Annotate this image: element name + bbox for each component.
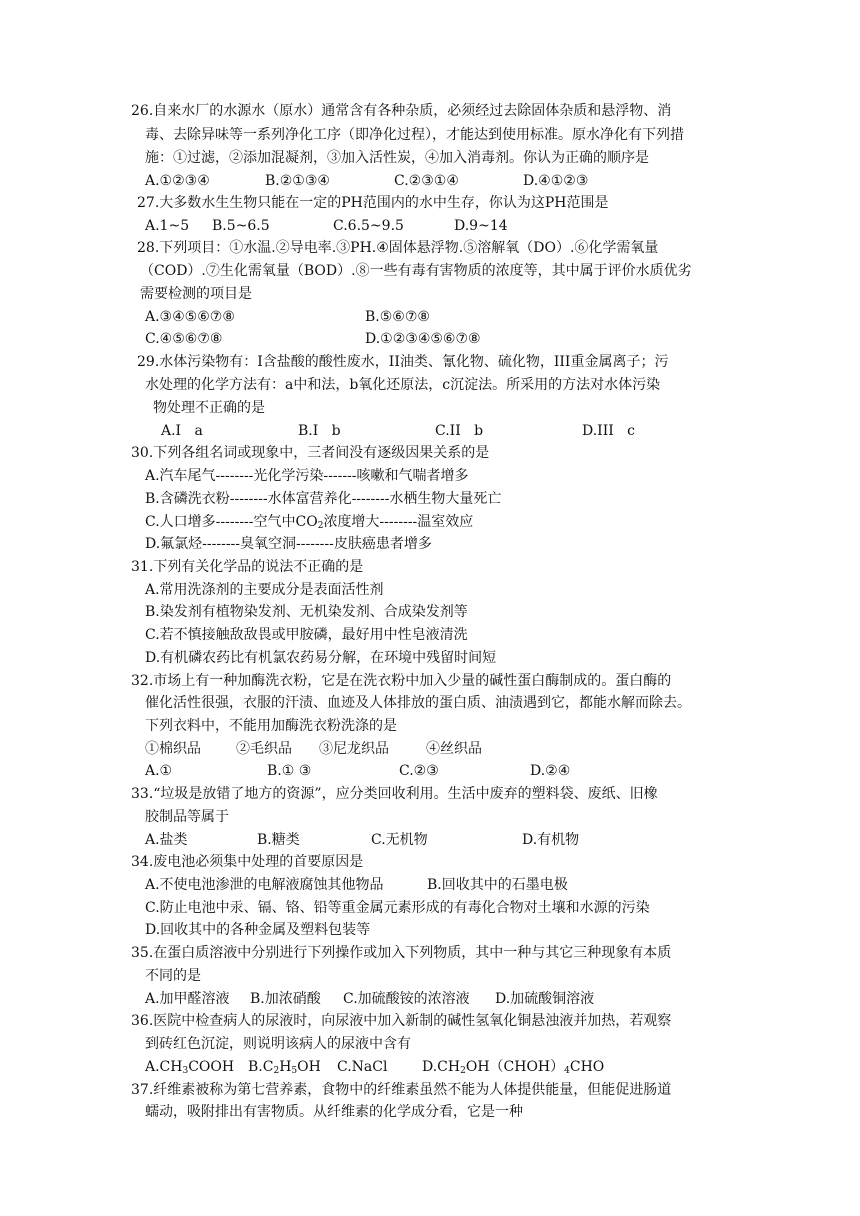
q34-option-a: A.不使电池渗泄的电解液腐蚀其他物品: [145, 877, 384, 893]
q31-option-a: A.常用洗涤剂的主要成分是表面活性剂: [145, 582, 384, 598]
q34-option-c: C.防止电池中汞、镉、铬、铅等重金属元素形成的有毒化合物对土壤和水源的污染: [145, 900, 650, 916]
q36-option-d-post: CHO: [569, 1059, 605, 1075]
q28-stem-line1: 28.下列项目：①水温.②导电率.③PH.④固体悬浮物.⑤溶解氧（DO）.⑥化学需氧量: [137, 240, 659, 256]
q36-option-d: [422, 1056, 604, 1078]
q26-option-d: D.④①②③: [523, 173, 589, 189]
q30-option-b: B.含磷洗衣粉--------水体富营养化--------水栖生物大量死亡: [145, 491, 502, 507]
q36-option-a-sub: 3: [182, 1066, 189, 1076]
q35-stem-line1: 35.在蛋白质溶液中分别进行下列操作或加入下列物质，其中一种与其它三种现象有本质: [131, 945, 672, 961]
q27-option-b: B.5~6.5: [212, 218, 270, 234]
q28-option-d: D.①②③④⑤⑥⑦⑧: [365, 331, 481, 347]
q36-option-b-post: OH: [297, 1059, 321, 1075]
q36-option-d-mid: OH（CHOH）: [465, 1059, 565, 1075]
q36-option-b: [248, 1056, 321, 1078]
q28-option-c: C.④⑤⑥⑦⑧: [145, 331, 223, 347]
q26-stem-line1: 26.自来水厂的水源水（原水）通常含有各种杂质，必须经过去除固体杂质和悬浮物、消: [131, 103, 672, 119]
q32-item-4: ④丝织品: [426, 741, 482, 757]
q33-option-a: A.盐类: [145, 832, 188, 848]
q32-option-d: D.②④: [530, 763, 571, 779]
q30-option-c-post: 浓度增大--------温室效应: [323, 514, 474, 530]
q31-option-d: D.有机磷农药比有机氯农药易分解，在环境中残留时间短: [145, 650, 497, 666]
q29-option-b: B.I b: [298, 423, 341, 439]
q37-stem-line1: 37.纤维素被称为第七营养素，食物中的纤维素虽然不能为人体提供能量，但能促进肠道: [131, 1082, 672, 1098]
q35-stem-line2: 不同的是: [145, 968, 201, 984]
q32-stem-line1: 32.市场上有一种加酶洗衣粉，它是在洗衣粉中加入少量的碱性蛋白酶制成的。蛋白酶的: [131, 673, 672, 689]
q31-option-c: C.若不慎接触敌敌畏或甲胺磷，最好用中性皂液清洗: [145, 627, 468, 643]
q30-stem-line1: 30.下列各组名词或现象中，三者间没有逐级因果关系的是: [131, 445, 490, 461]
q32-option-c: C.②③: [399, 763, 439, 779]
q28-option-a: A.③④⑤⑥⑦⑧: [145, 309, 235, 325]
q26-option-b: B.②①③④: [265, 173, 330, 189]
q36-option-c: C.NaCl: [337, 1059, 388, 1075]
q28-stem-line3: 需要检测的项目是: [140, 286, 252, 302]
q36-stem-line2: 到砖红色沉淀，则说明该病人的尿液中含有: [145, 1036, 411, 1052]
q26-option-a: A.①②③④: [145, 173, 210, 189]
q36-option-a: [145, 1056, 234, 1078]
q29-option-d: D.III c: [582, 423, 635, 439]
q36-stem-line1: 36.医院中检查病人的尿液时，向尿液中加入新制的碱性氢氧化铜悬浊液并加热，若观察: [131, 1013, 672, 1029]
q35-option-c: C.加硫酸铵的浓溶液: [343, 991, 470, 1007]
q34-stem-line1: 34.废电池必须集中处理的首要原因是: [131, 854, 364, 870]
q32-stem-line3: 下列衣料中，不能用加酶洗衣粉洗涤的是: [145, 718, 397, 734]
q26-stem-line2: 毒、去除异味等一系列净化工序（即净化过程），才能达到使用标准。原水净化有下列措: [145, 127, 684, 143]
q33-stem-line1: 33.“垃圾是放错了地方的资源”，应分类回收利用。生活中废弃的塑料袋、废纸、旧橡: [131, 786, 658, 802]
q33-stem-line2: 胶制品等属于: [145, 809, 229, 825]
q27-option-a: A.1~5: [145, 218, 190, 234]
q27-option-c: C.6.5~9.5: [333, 218, 404, 234]
q29-option-c: C.II b: [435, 423, 484, 439]
q31-stem-line1: 31.下列有关化学品的说法不正确的是: [131, 559, 364, 575]
q29-stem-line2: 水处理的化学方法有：a中和法，b氧化还原法，c沉淀法。所采用的方法对水体污染: [145, 377, 661, 393]
q36-option-a-pre: A.CH: [145, 1059, 183, 1075]
q29-option-a: A.I a: [161, 423, 203, 439]
q31-option-b: B.染发剂有植物染发剂、无机染发剂、合成染发剂等: [145, 604, 468, 620]
q34-option-b: B.回收其中的石墨电极: [427, 877, 568, 893]
q27-stem-line1: 27.大多数水生生物只能在一定的PH范围内的水中生存，你认为这PH范围是: [137, 195, 609, 211]
q29-stem-line1: 29.水体污染物有：I含盐酸的酸性废水，II油类、氰化物、硫化物，III重金属离子；污: [137, 354, 669, 370]
q29-stem-line3: 物处理不正确的是: [153, 400, 265, 416]
q30-option-c-pre: C.人口增多--------空气中CO: [145, 514, 318, 530]
q26-option-c: C.②③①④: [394, 173, 459, 189]
q32-option-a: A.①: [145, 763, 173, 779]
q36-option-d-pre: D.CH: [422, 1059, 461, 1075]
q35-option-d: D.加硫酸铜溶液: [495, 991, 595, 1007]
q30-option-c-sub: 2: [317, 521, 324, 531]
q36-option-b-mid: H: [279, 1059, 292, 1075]
q36-option-a-post: COOH: [188, 1059, 235, 1075]
q36-option-b-sub1: 2: [273, 1066, 280, 1076]
q32-option-b: B.① ③: [267, 763, 312, 779]
q30-option-a: A.汽车尾气--------光化学污染-------咳嗽和气喘者增多: [145, 468, 469, 484]
q36-option-d-sub1: 2: [460, 1066, 466, 1076]
q33-option-c: C.无机物: [371, 832, 428, 848]
q33-option-d: D.有机物: [522, 832, 580, 848]
q32-item-1: ①棉织品: [145, 741, 201, 757]
q32-item-2: ②毛织品: [236, 741, 292, 757]
q28-option-b: B.⑤⑥⑦⑧: [365, 309, 430, 325]
q35-option-a: A.加甲醛溶液: [145, 991, 230, 1007]
q28-stem-line2: （COD）.⑦生化需氧量（BOD）.⑧一些有毒有害物质的浓度等，其中属于评价水质优劣: [140, 263, 692, 279]
q34-option-d: D.回收其中的各种金属及塑料包装等: [145, 922, 371, 938]
q30-option-d: D.氟氯烃--------臭氧空洞--------皮肤癌患者增多: [145, 536, 432, 552]
q36-option-b-sub2: 5: [291, 1066, 298, 1076]
q27-option-d: D.9~14: [454, 218, 508, 234]
q26-stem-line3: 施：①过滤，②添加混凝剂，③加入活性炭，④加入消毒剂。你认为正确的顺序是: [145, 150, 649, 166]
q33-option-b: B.糖类: [257, 832, 300, 848]
q32-stem-line2: 催化活性很强，衣服的汗渍、血迹及人体排放的蛋白质、油渍遇到它，都能水解而除去。: [145, 695, 691, 711]
q30-option-c: [145, 511, 473, 533]
q35-option-b: B.加浓硝酸: [250, 991, 321, 1007]
q32-item-3: ③尼龙织品: [319, 741, 389, 757]
q36-option-b-pre: B.C: [248, 1059, 274, 1075]
q37-stem-line2: 蠕动，吸附排出有害物质。从纤维素的化学成分看，它是一种: [145, 1104, 523, 1120]
q36-option-d-sub2: 4: [564, 1066, 570, 1076]
